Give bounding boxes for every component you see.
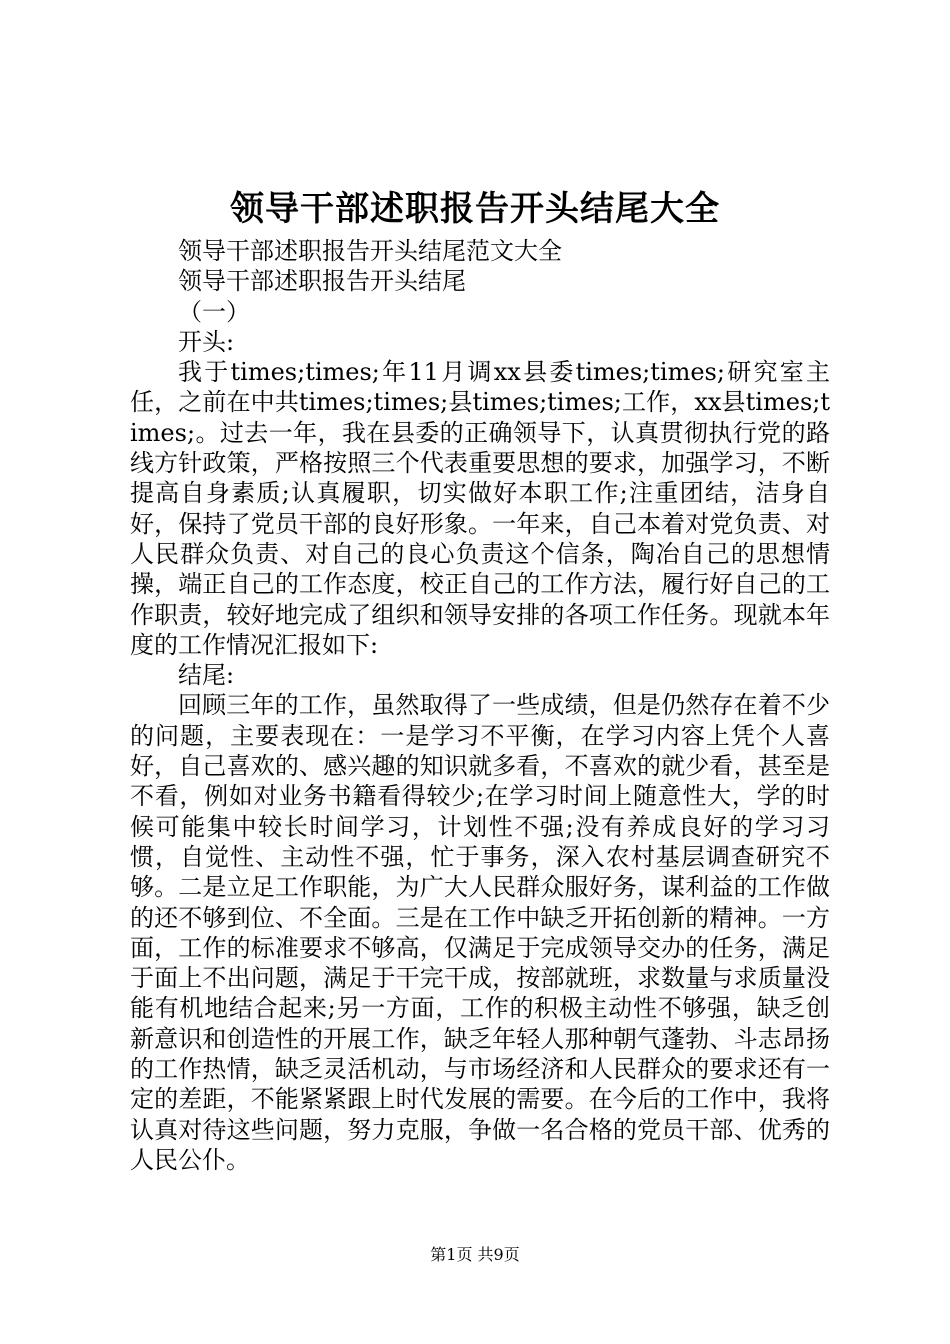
page-footer: 第1页 共9页 <box>430 1245 520 1264</box>
paragraph-opening-heading: 开头: <box>178 327 235 356</box>
paragraph-ending-text: 回顾三年的工作，虽然取得了一些成绩，但是仍然存在着不少的问题，主要表现在：一是学习不平衡，在学习内容上凭个人喜好，自己喜欢的、感兴趣的知识就多看，不喜欢的就少看，甚至是不看，例如对业务书籍看得较少;在学习时间上随意性大，学的时候可能集中较长时间学习，计划性不强;没有养成良好的学习习惯，自觉性、主动性不强，忙于事务，深入农村基层调查研究不够。二是立足工作职能，为广大人民群众服好务，谋利益的工作做的还不够到位、不全面。三是在工作中缺乏开拓创新的精神。一方面，工作的标准要求不够高，仅满足于完成领导交办的任务，满足于面上不出问题，满足于干完干成，按部就班，求数量与求质量没能有机地结合起来;另一方面，工作的积极主动性不够强，缺乏创新意识和创造性的开展工作，缺乏年轻人那种朝气蓬勃、斗志昂扬的工作热情，缺乏灵活机动，与市场经济和人民群众的要求还有一定的差距，不能紧紧跟上时代发展的需要。在今后的工作中，我将认真对待这些问题，努力克服，争做一名合格的党员干部、优秀的人民公仆。 <box>130 691 830 1174</box>
paragraph-opening-text: 我于times;times;年11月调xx县委times;times;研究室主任，之前在中共times;times;县times;times;工作，xx县times;times;。过去一年，我在县委的正确领导下，认真贯彻执行党的路线方针政策，严格按照三个代表重要思想的要求，加强学习，不断提高自身素质;认真履职，切实做好本职工作;注重团结，洁身自好，保持了党员干部的良好形象。一年来，自己本着对党负责、对人民群众负责、对自己的良心负责这个信条，陶冶自己的思想情操，端正自己的工作态度，校正自己的工作方法，履行好自己的工作职责，较好地完成了组织和领导安排的各项工作任务。现就本年度的工作情况汇报如下: <box>130 358 830 659</box>
paragraph-section-number: （一） <box>178 297 250 326</box>
paragraph-ending-heading: 结尾: <box>178 661 235 690</box>
document-body <box>130 236 830 1175</box>
document-title: 领导干部述职报告开头结尾大全 <box>230 189 720 229</box>
paragraph-subtitle-1: 领导干部述职报告开头结尾范文大全 <box>178 237 562 265</box>
paragraph-subtitle-2: 领导干部述职报告开头结尾 <box>178 267 466 296</box>
